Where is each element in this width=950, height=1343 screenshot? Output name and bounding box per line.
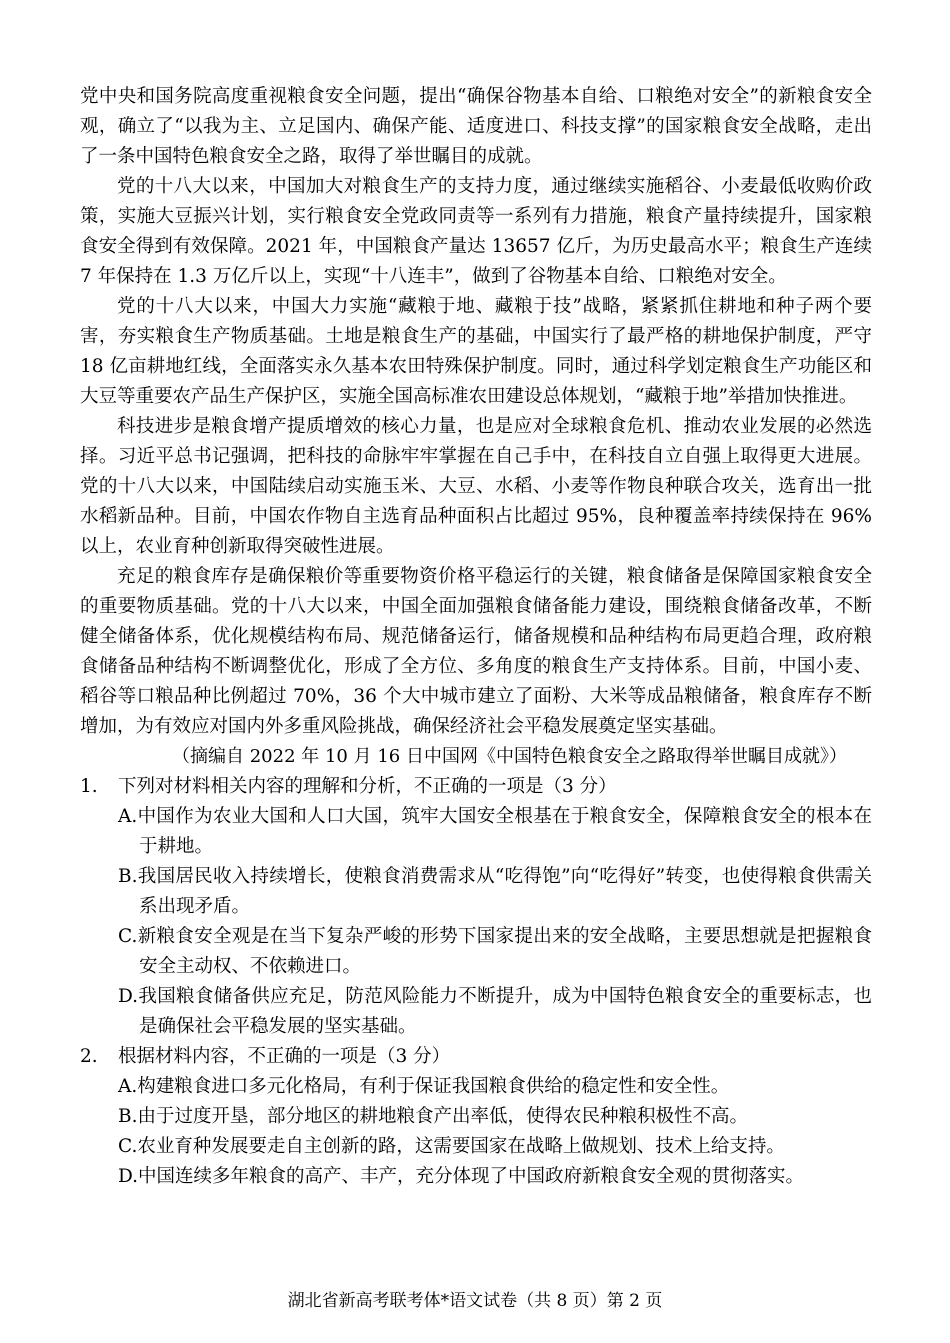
article-paragraph-1: 党中央和国务院高度重视粮食安全问题，提出“确保谷物基本自给、口粮绝对安全”的新粮食安全观，确立了“以我为主、立足国内、确保产能、适度进口、科技支撑”的国家粮食安全战略，走出了一条中国特色粮食安全之路，取得了举世瞩目的成就。: [80, 86, 872, 167]
source-citation: （摘编自 2022 年 10 月 16 日中国网《中国特色粮食安全之路取得举世瞩目成就》）: [172, 746, 847, 767]
question-2-stem: [80, 1042, 872, 1072]
question-1-option-a: A.中国作为农业大国和人口大国，筑牢大国安全根基在于粮食安全，保障粮食安全的根本在于耕地。: [118, 806, 872, 857]
article-paragraph-5: 充足的粮食库存是确保粮价等重要物资价格平稳运行的关键，粮食储备是保障国家粮食安全的重要物质基础。党的十八大以来，中国全面加强粮食储备能力建设，围绕粮食储备改革，不断健全储备体系，优化规模结构布局、规范储备运行，储备规模和品种结构布局更趋合理，政府粮食储备品种结构不断调整优化，形成了全方位、多角度的粮食生产支持体系。目前，中国小麦、稻谷等口粮品种比例超过 70%，36 个大中城市建立了面粉、大米等成品粮储备，粮食库存不断增加，为有效应对国内外多重风险挑战，确保经济社会平稳发展奠定坚实基础。: [80, 566, 872, 737]
question-1-option-c: C.新粮食安全观是在当下复杂严峻的形势下国家提出来的安全战略，主要思想就是把握粮食安全主动权、不依赖进口。: [118, 926, 872, 977]
article-paragraph-4: 科技进步是粮食增产提质增效的核心力量，也是应对全球粮食危机、推动农业发展的必然选择。习近平总书记强调，把科技的命脉牢牢掌握在自己手中，在科技自立自强上取得更大进展。党的十八大以来，中国陆续启动实施玉米、大豆、水稻、小麦等作物良种联合攻关，选育出一批水稻新品种。目前，中国农作物自主选育品种面积占比超过 95%，良种覆盖率持续保持在 96%以上，农业育种创新取得突破性进展。: [80, 416, 872, 557]
question-2-option-a: A.构建粮食进口多元化格局，有利于保证我国粮食供给的稳定性和安全性。: [118, 1076, 730, 1097]
question-1-stem: [80, 772, 872, 802]
question-2-number: 2.: [80, 1046, 98, 1067]
question-2-options: [80, 1072, 872, 1192]
question-1-text: 下列对材料相关内容的理解和分析，不正确的一项是（3 分）: [118, 776, 617, 797]
page-body: [80, 82, 872, 1192]
question-2-option-c: C.农业育种发展要走自主创新的路，这需要国家在战略上做规划、技术上给支持。: [118, 1136, 785, 1157]
question-2-option-b: B.由于过度开垦，部分地区的耕地粮食产出率低，使得农民种粮积极性不高。: [118, 1106, 748, 1127]
page-footer: 湖北省新高考联考体*语文试卷（共 8 页）第 2 页: [287, 1291, 663, 1311]
article-paragraph-3: 党的十八大以来，中国大力实施“藏粮于地、藏粮于技”战略，紧紧抓住耕地和种子两个要害，夯实粮食生产物质基础。土地是粮食生产的基础，中国实行了最严格的耕地保护制度，严守 18 亿亩耕地红线，全面落实永久基本农田特殊保护制度。同时，通过科学划定粮食生产功能区和大豆等重要农产品生产保护区，实施全国高标准农田建设总体规划，“藏粮于地”举措加快推进。: [80, 296, 872, 407]
question-2: [80, 1042, 872, 1192]
question-1-option-b: B.我国居民收入持续增长，使粮食消费需求从“吃得饱”向“吃得好”转变，也使得粮食供需关系出现矛盾。: [118, 866, 872, 917]
question-2-option-d: D.中国连续多年粮食的高产、丰产，充分体现了中国政府新粮食安全观的贯彻落实。: [118, 1166, 805, 1187]
question-1-options: [80, 802, 872, 1042]
question-2-text: 根据材料内容，不正确的一项是（3 分）: [118, 1046, 451, 1067]
question-1-number: 1.: [80, 776, 98, 797]
question-1-option-d: D.我国粮食储备供应充足，防范风险能力不断提升，成为中国特色粮食安全的重要标志，也是确保社会平稳发展的坚实基础。: [118, 986, 872, 1037]
article-paragraph-2: 党的十八大以来，中国加大对粮食生产的支持力度，通过继续实施稻谷、小麦最低收购价政策，实施大豆振兴计划，实行粮食安全党政同责等一系列有力措施，粮食产量持续提升，国家粮食安全得到有效保障。2021 年，中国粮食产量达 13657 亿斤，为历史最高水平；粮食生产连续 7 年保持在 1.3 万亿斤以上，实现“十八连丰”，做到了谷物基本自给、口粮绝对安全。: [80, 176, 872, 287]
question-1: [80, 772, 872, 1042]
